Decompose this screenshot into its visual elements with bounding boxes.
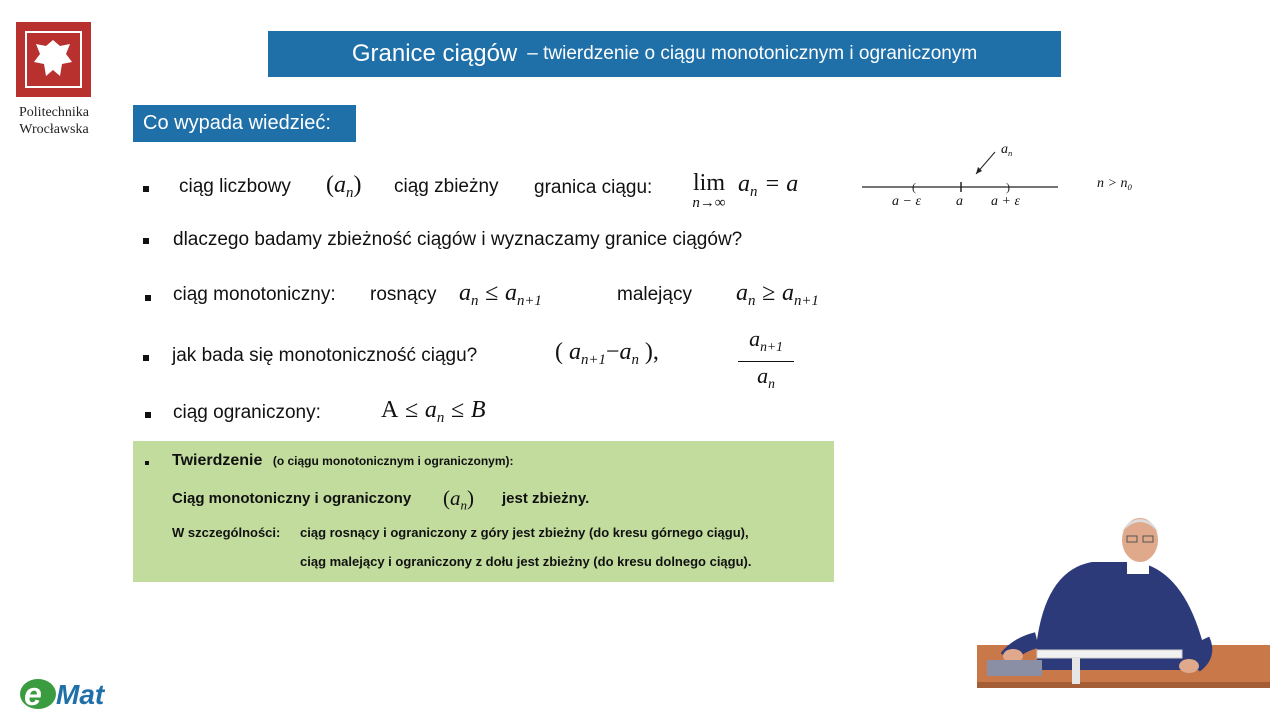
difference-formula: ( $a_{n+1}-a_n$ ), — [555, 339, 659, 369]
theorem-heading: Twierdzenie — [172, 452, 263, 469]
eagle-crest-icon — [16, 22, 91, 97]
svg-text:): ) — [1006, 180, 1010, 194]
bullet-icon — [145, 412, 151, 418]
item1-text-c: granica ciągu: — [534, 177, 653, 198]
svg-text:(: ( — [912, 180, 916, 194]
theorem-special-2: ciąg malejący i ograniczony z dołu jest zbieżny (do kresu dolnego ciągu). — [300, 554, 752, 569]
section-label: Co wypada wiedzieć: — [133, 105, 356, 142]
bullet-icon — [143, 355, 149, 361]
theorem-statement-b: jest zbieżny. — [502, 490, 590, 507]
emat-logo — [18, 673, 118, 718]
svg-text:e: e — [24, 676, 42, 712]
item1-text-b: ciąg zbieżny — [394, 176, 499, 197]
theorem-special-1: ciąg rosnący i ograniczony z góry jest zbieżny (do kresu górnego ciągu), — [300, 525, 749, 540]
emat-brand-icon — [18, 673, 118, 713]
item3-text-a: ciąg monotoniczny: — [173, 284, 336, 305]
presenter-video — [977, 510, 1270, 688]
slide-title: Granice ciągów — [351, 40, 518, 67]
theorem-heading-row — [172, 452, 514, 470]
decreasing-formula: $a_n \ge a_{n+1}$ — [736, 280, 819, 310]
theorem-special-label: W szczególności: — [172, 525, 281, 540]
limit-operator: lim n→∞ — [692, 170, 726, 211]
diagram-label-left: a − ε — [892, 194, 921, 209]
theorem-box — [133, 441, 834, 582]
university-name-line2: Wrocławska — [19, 122, 89, 137]
item4-text: jak bada się monotoniczność ciągu? — [172, 345, 478, 366]
svg-text:Mat: Mat — [56, 679, 105, 710]
theorem-statement-a: Ciąg monotoniczny i ograniczony — [172, 490, 412, 507]
diagram-label-center: a — [956, 194, 963, 209]
item2-text: dlaczego badamy zbieżność ciągów i wyznaczamy granice ciągów? — [173, 229, 743, 250]
university-name-line1: Politechnika — [19, 105, 89, 120]
item5-text: ciąg ograniczony: — [173, 402, 321, 423]
bounded-formula: $A \le a_n \le B$ — [381, 397, 486, 427]
bullet-icon — [143, 238, 149, 244]
diagram-label-right: a + ε — [991, 194, 1020, 209]
bullet-icon — [145, 295, 151, 301]
diagram-condition: $n > n_0$ — [1097, 176, 1132, 193]
ratio-formula: $a_{n+1}$ $a_n$ — [738, 326, 794, 397]
bullet-icon — [143, 186, 149, 192]
item3-text-b: rosnący — [370, 284, 437, 305]
university-logo — [16, 22, 91, 97]
increasing-formula: $a_n \le a_{n+1}$ — [459, 280, 542, 310]
slide-title-bar — [268, 31, 1061, 77]
theorem-heading-note: (o ciągu monotonicznym i ograniczonym): — [272, 454, 514, 468]
theorem-sequence: $(a_n)$ — [443, 486, 475, 513]
limit-expression: $a_n = a$ — [738, 171, 799, 201]
item1-text-a: ciąg liczbowy — [179, 176, 291, 197]
bullet-icon — [145, 461, 149, 465]
item3-text-c: malejący — [617, 284, 692, 305]
university-name — [8, 104, 100, 138]
diagram-label-an: $a_n$ — [1001, 142, 1013, 159]
slide-subtitle: – twierdzenie o ciągu monotonicznym i ograniczonym — [527, 43, 978, 64]
item1-sequence: $(a_n)$ — [326, 172, 362, 202]
